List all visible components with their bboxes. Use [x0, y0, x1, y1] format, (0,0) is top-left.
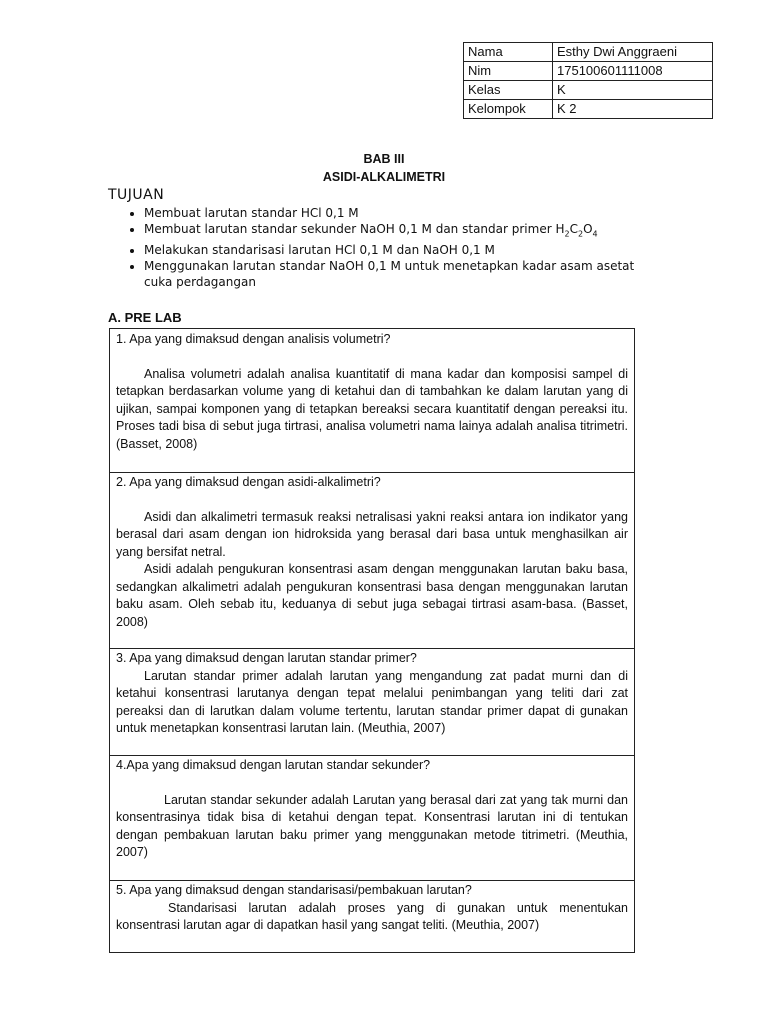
- goal-item: • Melakukan standarisasi larutan HCl 0,1 M dan NaOH 0,1 M: [144, 242, 664, 258]
- qa-box-4: [109, 755, 635, 881]
- student-info-table: [463, 42, 713, 119]
- info-label: Kelas: [464, 81, 553, 100]
- chapter-number: BAB III: [363, 152, 405, 166]
- chemical-formula: $H_2C_2O_4$: [555, 222, 598, 239]
- page-title: ASIDI-ALKALIMETRI: [322, 170, 446, 184]
- goals-list: [128, 205, 664, 290]
- info-row-kelas: [464, 81, 713, 100]
- answer: Larutan standar primer adalah larutan yang mengandung zat padat murni dan di ketahui konsentrasi larutanya dengan tepat melalui penimbangan yang teliti dari zat pereaksi dan di larutkan dalam volume tertentu, larutan standar primer dapat di gunakan untuk menetapkan konsentrasi larutan lain. (Meuthia, 2007): [116, 668, 628, 735]
- answer: Analisa volumetri adalah analisa kuantitatif di mana kadar dan komposisi sampel di tetapkan berdasarkan volume yang di ketahui dan di tambahkan ke dalam larutan yang di ujikan, sampai komponen yang di tetapkan bereaksi secara kuantitatif dengan pereaksi itu. Proses tadi bisa di sebut juga tirtrasi, analisa volumetri nama lainya adalah analisa titrimetri. (Basset, 2008): [116, 366, 628, 451]
- info-label: Nama: [464, 43, 553, 62]
- qa-box-2: [109, 472, 635, 649]
- prelab-heading: A. PRE LAB: [108, 310, 182, 325]
- answer: Asidi dan alkalimetri termasuk reaksi netralisasi yakni reaksi antara ion indikator yang berasal dari asam dengan ion hidroksida yang berasal dari basa untuk menghasilkan air yang bersifat netral.: [116, 509, 628, 559]
- qa-box-1: [109, 328, 635, 473]
- question: 3. Apa yang dimaksud dengan larutan standar primer?: [116, 651, 417, 665]
- question: 5. Apa yang dimaksud dengan standarisasi/pembakuan larutan?: [116, 883, 472, 897]
- answer: Standarisasi larutan adalah proses yang di gunakan untuk menentukan konsentrasi larutan agar di dapatkan hasil yang sangat teliti. (Meuthia, 2007): [116, 900, 628, 932]
- tujuan-heading: TUJUAN: [108, 187, 165, 203]
- qa-box-3: [109, 648, 635, 756]
- question: 4.Apa yang dimaksud dengan larutan standar sekunder?: [116, 758, 431, 772]
- info-value: Esthy Dwi Anggraeni: [553, 43, 713, 62]
- answer: Asidi adalah pengukuran konsentrasi asam dengan menggunakan larutan baku basa, sedangkan alkalimetri adalah pengukuran konsentrasi basa dengan menggunakan larutan baku asam. Oleh sebab itu, keduanya di sebut juga sebagai tirtrasi asam-basa. (Basset, 2008): [116, 562, 628, 629]
- question: 2. Apa yang dimaksud dengan asidi-alkalimetri?: [116, 475, 381, 489]
- info-row-nama: [464, 43, 713, 62]
- goal-item: • Membuat larutan standar sekunder NaOH 0,1 M dan standar primer $H_2C_2O_4$: [144, 221, 664, 242]
- info-value: K: [553, 81, 713, 100]
- info-label: Kelompok: [464, 100, 553, 119]
- info-label: Nim: [464, 62, 553, 81]
- info-row-nim: [464, 62, 713, 81]
- qa-box-5: [109, 880, 635, 953]
- info-value: 175100601111008: [553, 62, 713, 81]
- question: 1. Apa yang dimaksud dengan analisis volumetri?: [116, 332, 391, 346]
- answer: Larutan standar sekunder adalah Larutan yang berasal dari zat yang tak murni dan konsentrasinya tidak bisa di ketahui dengan tepat. Konsentrasi larutan ini di tentukan dengan pembakuan larutan baku primer yang menggunakan metode titrimetri. (Meuthia, 2007): [116, 792, 628, 859]
- info-value: K 2: [553, 100, 713, 119]
- info-row-kelompok: [464, 100, 713, 119]
- goal-item: • Menggunakan larutan standar NaOH 0,1 M untuk menetapkan kadar asam asetat cuka perdagangan: [144, 258, 664, 290]
- goal-item: • Membuat larutan standar HCl 0,1 M: [144, 205, 664, 221]
